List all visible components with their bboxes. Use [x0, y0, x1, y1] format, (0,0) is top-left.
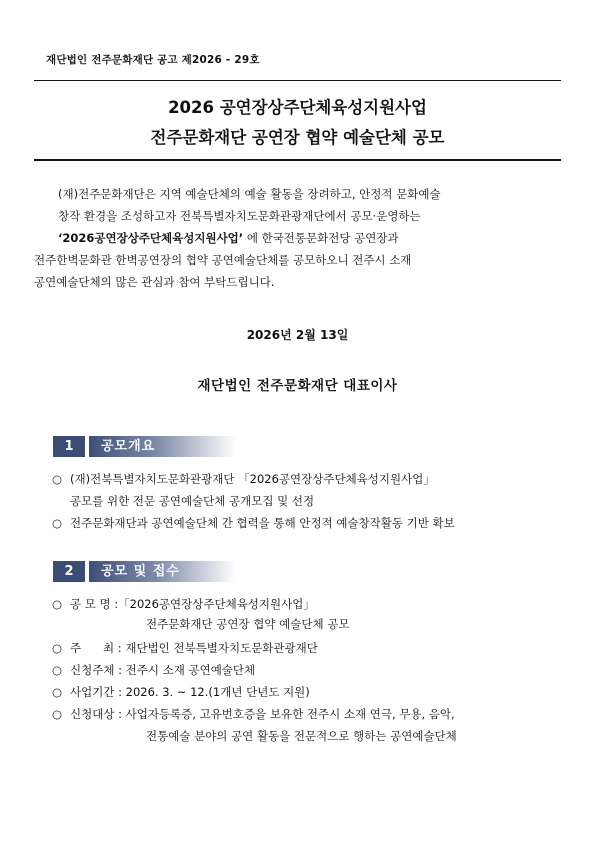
section-2-item: ○ 공 모 명 :「2026공연장상주단체육성지원사업」 [52, 597, 315, 611]
section-1-item-cont: 공모를 위한 전문 공연예술단체 공개모집 및 선정 [70, 494, 315, 508]
section-2-item: ○ 신청주체 : 전주시 소재 공연예술단체 [52, 663, 256, 677]
intro-line-3-rest: 에 한국전통문화전당 공연장과 [246, 231, 399, 245]
section-2-item-cont: 전주문화재단 공연장 협약 예술단체 공모 [146, 617, 350, 631]
header-rule [34, 80, 561, 81]
title-line-1: 2026 공연장상주단체육성지원사업 [168, 98, 427, 117]
section-1-bar [89, 436, 236, 457]
section-2-item-cont: 전통예술 분야의 공연 활동을 전문적으로 행하는 공연예술단체 [146, 729, 457, 743]
bullet-circle-icon: ○ [52, 472, 63, 486]
intro-line-4: 전주한벽문화관 한벽공연장의 협약 공연예술단체를 공모하오니 전주시 소재 [34, 253, 412, 267]
intro-line-5: 공연예술단체의 많은 관심과 참여 부탁드립니다. [34, 275, 275, 289]
bullet-circle-icon: ○ [52, 685, 63, 699]
section-1-item: ○ 전주문화재단과 공연예술단체 간 협력을 통해 안정적 예술창작활동 기반 확보 [52, 516, 455, 530]
section-2-item: ○ 사업기간 : 2026. 3. ~ 12.(1개년 단년도 지원) [52, 685, 310, 699]
section-1-header [53, 436, 236, 457]
section-2-label: 공모 및 접수 [101, 564, 180, 579]
section-2-bar [89, 561, 236, 582]
section-1-label: 공모개요 [101, 439, 156, 454]
title-line-2: 전주문화재단 공연장 협약 예술단체 공모 [150, 128, 445, 147]
intro-line-1: (재)전주문화재단은 지역 예술단체의 예술 활동을 장려하고, 안정적 문화예술 [58, 187, 441, 201]
section-2-item: ○ 주 최 : 재단법인 전북특별자치도문화관광재단 [52, 641, 318, 655]
section-2-header [53, 561, 236, 582]
bullet-circle-icon: ○ [52, 516, 63, 530]
section-2-number: 2 [53, 561, 85, 582]
bullet-circle-icon: ○ [52, 597, 63, 611]
signer: 재단법인 전주문화재단 대표이사 [197, 378, 398, 394]
section-1-number: 1 [53, 436, 85, 457]
notice-date: 2026년 2월 13일 [246, 328, 349, 342]
notice-number: 재단법인 전주문화재단 공고 제2026 - 29호 [46, 54, 260, 66]
title-rule [34, 159, 561, 161]
intro-highlight: ‘2026공연장상주단체육성지원사업’ [58, 231, 244, 245]
intro-line-2: 창작 환경을 조성하고자 전북특별자치도문화관광재단에서 공모·운영하는 [58, 209, 421, 223]
section-2-item: ○ 신청대상 : 사업자등록증, 고유번호증을 보유한 전주시 소재 연극, 무용, 음악, [52, 707, 455, 721]
bullet-circle-icon: ○ [52, 641, 63, 655]
section-1-item: ○ (재)전북특별자치도문화관광재단 「2026공연장상주단체육성지원사업」 [52, 472, 435, 486]
bullet-circle-icon: ○ [52, 663, 63, 677]
bullet-circle-icon: ○ [52, 707, 63, 721]
intro-line-3 [58, 227, 558, 249]
